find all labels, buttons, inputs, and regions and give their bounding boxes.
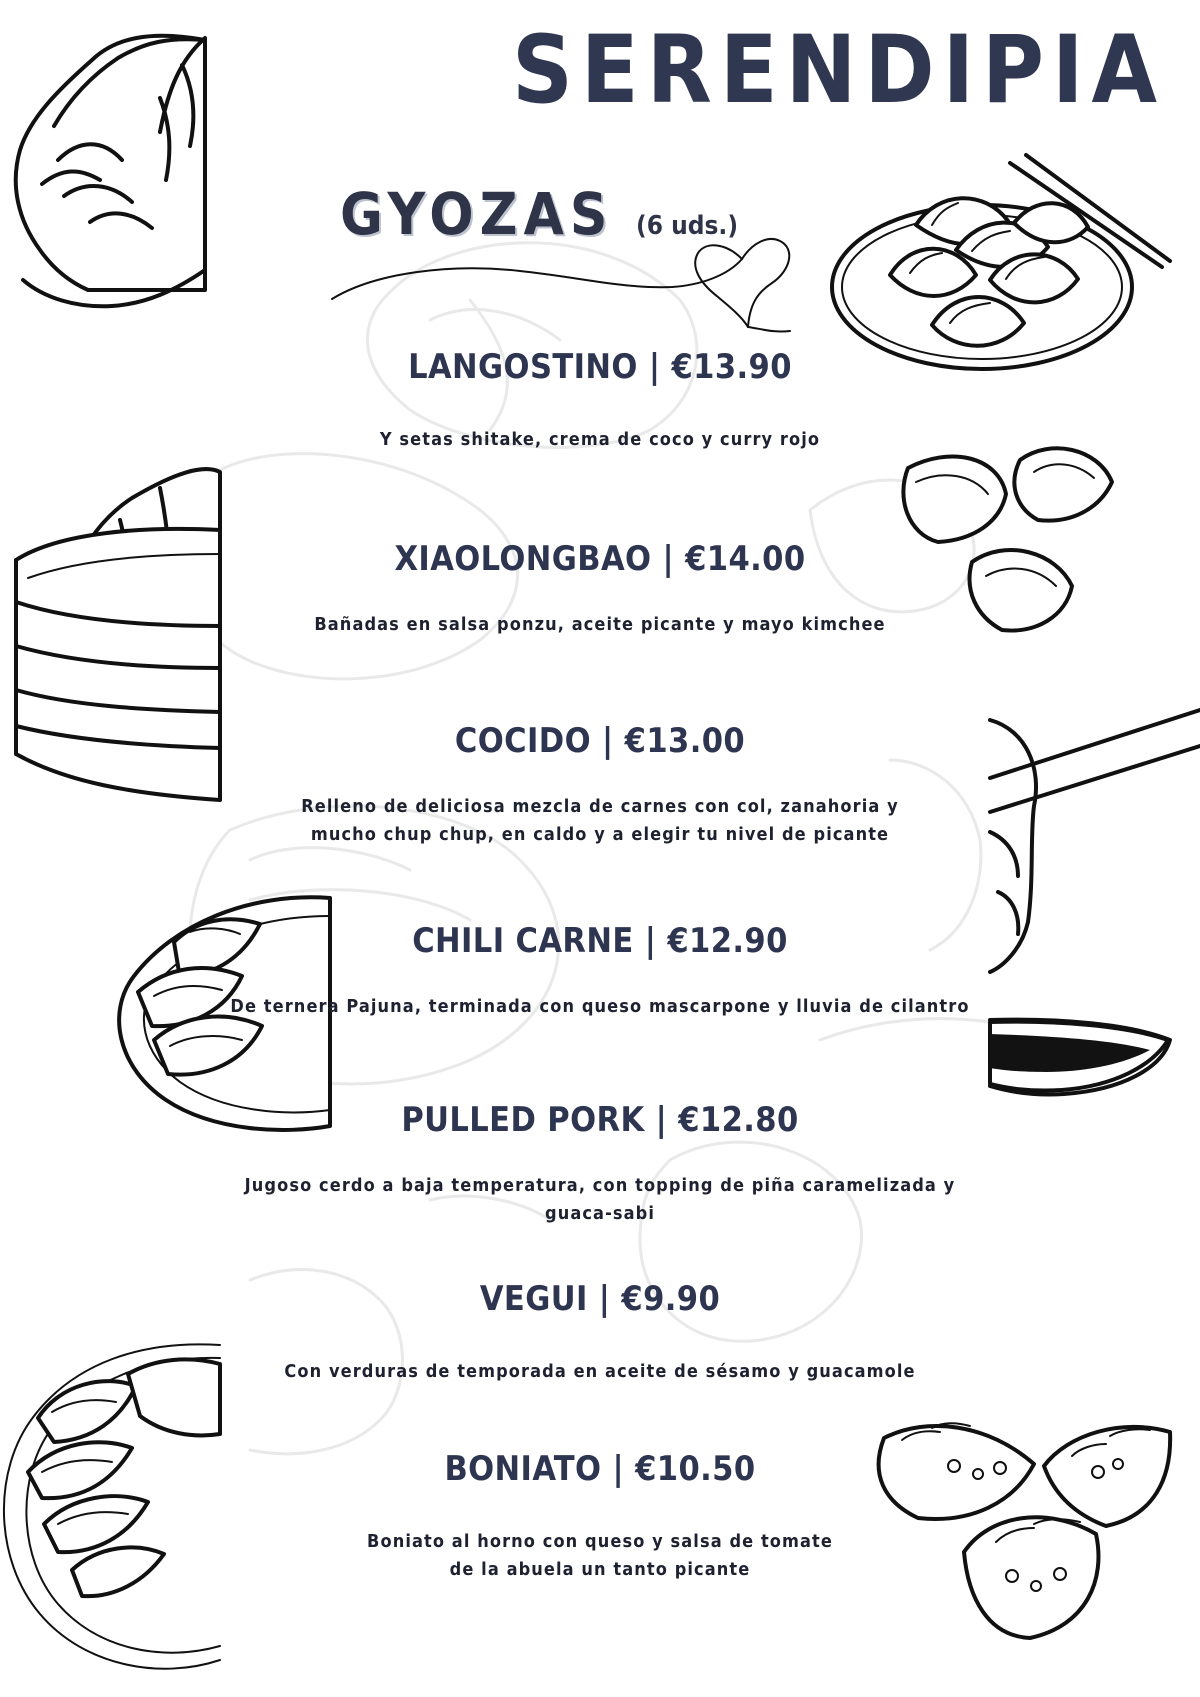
dumpling-icon: [0, 20, 230, 320]
menu-item-price: €13.00: [624, 721, 746, 761]
menu-item-heading: [180, 1101, 1020, 1139]
menu-item-description: Bañadas en salsa ponzu, aceite picante y mayo kimchee: [314, 614, 886, 636]
menu-item-separator: |: [602, 721, 614, 761]
menu-item-price: €12.90: [667, 921, 788, 961]
menu-item-cocido: [180, 722, 1020, 849]
menu-item-separator: |: [612, 1449, 625, 1489]
menu-item-xiaolongbao: [180, 540, 1020, 639]
menu-item-separator: |: [648, 347, 661, 387]
menu-item-separator: |: [662, 539, 675, 579]
menu-item-price: €9.90: [621, 1279, 721, 1319]
chopsticks-dipping-icon: [990, 720, 1200, 1140]
menu-item-heading: [180, 922, 1020, 960]
menu-item-vegui: [180, 1280, 1020, 1386]
menu-item-description: De ternera Pajuna, terminada con queso mascarpone y lluvia de cilantro: [230, 996, 970, 1018]
menu-item-name: PULLED PORK: [401, 1100, 645, 1140]
menu-item-separator: |: [598, 1279, 611, 1319]
menu-item-separator: |: [644, 921, 657, 961]
menu-item-name: BONIATO: [444, 1449, 602, 1489]
section-note: (6 uds.): [636, 211, 739, 241]
menu-item-price: €12.80: [678, 1100, 799, 1140]
menu-item-heading: [180, 1450, 1020, 1488]
section-title: GYOZAS: [340, 180, 614, 248]
menu-item-price: €10.50: [635, 1449, 756, 1489]
menu-item-description: Y setas shitake, crema de coco y curry rojo: [379, 429, 821, 451]
menu-item-description: Relleno de deliciosa mezcla de carnes con col, zanahoria y mucho chup chup, en caldo y a elegir tu nivel de picante: [301, 796, 899, 846]
restaurant-title: SERENDIPIA: [512, 16, 1165, 125]
menu-item-name: CHILI CARNE: [412, 921, 634, 961]
menu-item-boniato: [180, 1450, 1020, 1584]
menu-item-name: LANGOSTINO: [408, 347, 638, 387]
menu-item-langostino: [180, 348, 1020, 454]
menu-item-name: COCIDO: [454, 721, 591, 761]
menu-item-name: XIAOLONGBAO: [394, 539, 652, 579]
menu-item-separator: |: [655, 1100, 668, 1140]
menu-item-description: Boniato al horno con queso y salsa de tomate de la abuela un tanto picante: [367, 1531, 833, 1581]
menu-item-heading: [180, 348, 1020, 386]
menu-item-description: Con verduras de temporada en aceite de sésamo y guacamole: [284, 1361, 916, 1383]
menu-item-heading: [180, 722, 1020, 760]
menu-item-heading: [180, 540, 1020, 578]
menu-item-name: VEGUI: [479, 1279, 588, 1319]
menu-item-price: €14.00: [685, 539, 806, 579]
menu-item-chili-carne: [180, 922, 1020, 1021]
menu-item-pulled-pork: [180, 1101, 1020, 1228]
section-header: [340, 180, 738, 248]
menu-item-description: Jugoso cerdo a baja temperatura, con topping de piña caramelizada y guaca-sabi: [244, 1175, 956, 1225]
menu-item-heading: [180, 1280, 1020, 1318]
menu-item-price: €13.90: [671, 347, 792, 387]
